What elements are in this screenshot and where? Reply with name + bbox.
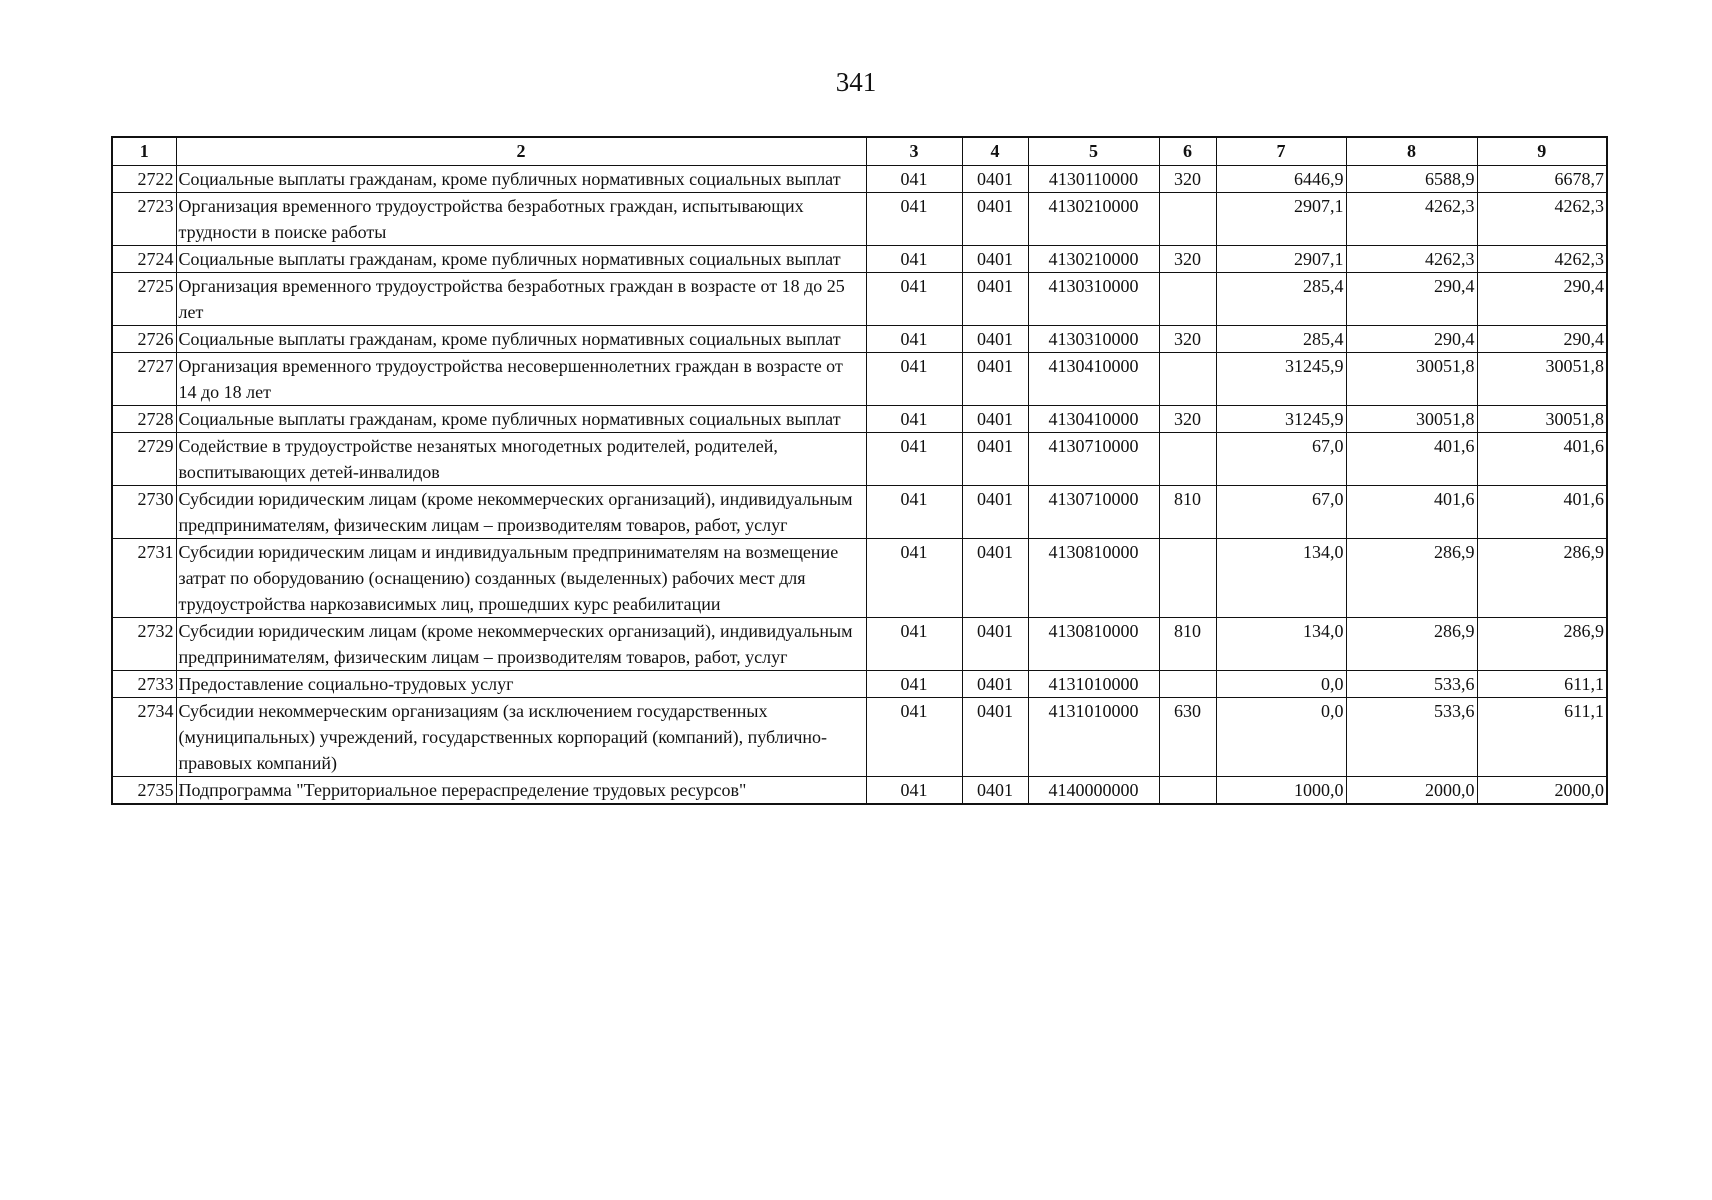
row-number-cell: 2734 — [112, 698, 176, 777]
ministry-code-cell: 041 — [866, 246, 962, 273]
item-name-cell: Субсидии некоммерческим организациям (за исключением государственных (муниципальных) учреждений, государственных корпораций (компаний), публично-правовых компаний) — [176, 698, 866, 777]
ministry-code-cell: 041 — [866, 193, 962, 246]
amount-cell-col7: 285,4 — [1216, 326, 1346, 353]
ministry-code-cell: 041 — [866, 353, 962, 406]
amount-cell-col7: 2907,1 — [1216, 193, 1346, 246]
section-code-cell: 0401 — [962, 193, 1028, 246]
expense-type-cell: 320 — [1159, 326, 1216, 353]
amount-cell-col7: 6446,9 — [1216, 166, 1346, 193]
item-name-cell: Субсидии юридическим лицам (кроме некоммерческих организаций), индивидуальным предпринимателям, физическим лицам – производителям товаров, работ, услуг — [176, 486, 866, 539]
item-name-cell: Субсидии юридическим лицам (кроме некоммерческих организаций), индивидуальным предпринимателям, физическим лицам – производителям товаров, работ, услуг — [176, 618, 866, 671]
amount-cell-col7: 31245,9 — [1216, 353, 1346, 406]
target-code-cell: 4130310000 — [1028, 273, 1159, 326]
header-row — [112, 137, 1607, 166]
section-code-cell: 0401 — [962, 166, 1028, 193]
target-code-cell: 4131010000 — [1028, 698, 1159, 777]
amount-cell-col9: 611,1 — [1477, 698, 1607, 777]
header-cell: 7 — [1216, 137, 1346, 166]
target-code-cell: 4130310000 — [1028, 326, 1159, 353]
section-code-cell: 0401 — [962, 433, 1028, 486]
section-code-cell: 0401 — [962, 698, 1028, 777]
header-cell: 2 — [176, 137, 866, 166]
amount-cell-col9: 4262,3 — [1477, 193, 1607, 246]
table-row — [112, 273, 1607, 326]
target-code-cell: 4130710000 — [1028, 433, 1159, 486]
ministry-code-cell: 041 — [866, 698, 962, 777]
expense-type-cell: 810 — [1159, 618, 1216, 671]
row-number-cell: 2735 — [112, 777, 176, 805]
row-number-cell: 2733 — [112, 671, 176, 698]
amount-cell-col8: 401,6 — [1346, 433, 1477, 486]
item-name-cell: Организация временного трудоустройства безработных граждан, испытывающих трудности в поиске работы — [176, 193, 866, 246]
amount-cell-col7: 0,0 — [1216, 698, 1346, 777]
item-name-cell: Содействие в трудоустройстве незанятых многодетных родителей, родителей, воспитывающих детей-инвалидов — [176, 433, 866, 486]
expense-type-cell — [1159, 273, 1216, 326]
page-number: 341 — [835, 67, 877, 97]
expense-type-cell: 320 — [1159, 406, 1216, 433]
amount-cell-col9: 401,6 — [1477, 433, 1607, 486]
amount-cell-col7: 134,0 — [1216, 539, 1346, 618]
expense-type-cell: 810 — [1159, 486, 1216, 539]
table-row — [112, 539, 1607, 618]
amount-cell-col8: 290,4 — [1346, 273, 1477, 326]
section-code-cell: 0401 — [962, 406, 1028, 433]
header-cell: 1 — [112, 137, 176, 166]
amount-cell-col9: 286,9 — [1477, 539, 1607, 618]
table-row — [112, 777, 1607, 805]
amount-cell-col8: 533,6 — [1346, 671, 1477, 698]
table-row — [112, 618, 1607, 671]
target-code-cell: 4130410000 — [1028, 353, 1159, 406]
target-code-cell: 4130810000 — [1028, 539, 1159, 618]
row-number-cell: 2729 — [112, 433, 176, 486]
section-code-cell: 0401 — [962, 353, 1028, 406]
ministry-code-cell: 041 — [866, 777, 962, 805]
amount-cell-col9: 290,4 — [1477, 273, 1607, 326]
amount-cell-col9: 6678,7 — [1477, 166, 1607, 193]
section-code-cell: 0401 — [962, 326, 1028, 353]
amount-cell-col8: 6588,9 — [1346, 166, 1477, 193]
target-code-cell: 4130210000 — [1028, 193, 1159, 246]
table-row — [112, 486, 1607, 539]
table-row — [112, 246, 1607, 273]
expense-type-cell — [1159, 353, 1216, 406]
table-row — [112, 433, 1607, 486]
target-code-cell: 4140000000 — [1028, 777, 1159, 805]
amount-cell-col8: 30051,8 — [1346, 406, 1477, 433]
ministry-code-cell: 041 — [866, 433, 962, 486]
section-code-cell: 0401 — [962, 486, 1028, 539]
item-name-cell: Подпрограмма "Территориальное перераспределение трудовых ресурсов" — [176, 777, 866, 805]
amount-cell-col9: 30051,8 — [1477, 353, 1607, 406]
row-number-cell: 2731 — [112, 539, 176, 618]
ministry-code-cell: 041 — [866, 166, 962, 193]
amount-cell-col7: 0,0 — [1216, 671, 1346, 698]
item-name-cell: Социальные выплаты гражданам, кроме публичных нормативных социальных выплат — [176, 246, 866, 273]
table-row — [112, 166, 1607, 193]
row-number-cell: 2726 — [112, 326, 176, 353]
header-cell: 9 — [1477, 137, 1607, 166]
expense-type-cell — [1159, 539, 1216, 618]
table-row — [112, 353, 1607, 406]
row-number-cell: 2723 — [112, 193, 176, 246]
item-name-cell: Субсидии юридическим лицам и индивидуальным предпринимателям на возмещение затрат по оборудованию (оснащению) созданных (выделенных) рабочих мест для трудоустройства наркозависимых лиц, прошедших курс реабилитации — [176, 539, 866, 618]
row-number-cell: 2730 — [112, 486, 176, 539]
amount-cell-col8: 4262,3 — [1346, 246, 1477, 273]
amount-cell-col7: 2907,1 — [1216, 246, 1346, 273]
ministry-code-cell: 041 — [866, 326, 962, 353]
table-row — [112, 406, 1607, 433]
ministry-code-cell: 041 — [866, 539, 962, 618]
section-code-cell: 0401 — [962, 671, 1028, 698]
item-name-cell: Предоставление социально-трудовых услуг — [176, 671, 866, 698]
item-name-cell: Организация временного трудоустройства безработных граждан в возрасте от 18 до 25 лет — [176, 273, 866, 326]
amount-cell-col8: 4262,3 — [1346, 193, 1477, 246]
target-code-cell: 4130210000 — [1028, 246, 1159, 273]
table-body — [112, 166, 1607, 805]
section-code-cell: 0401 — [962, 539, 1028, 618]
amount-cell-col8: 533,6 — [1346, 698, 1477, 777]
target-code-cell: 4130410000 — [1028, 406, 1159, 433]
table-row — [112, 326, 1607, 353]
table-row — [112, 193, 1607, 246]
ministry-code-cell: 041 — [866, 273, 962, 326]
expense-type-cell — [1159, 777, 1216, 805]
amount-cell-col7: 67,0 — [1216, 486, 1346, 539]
amount-cell-col8: 286,9 — [1346, 539, 1477, 618]
amount-cell-col7: 134,0 — [1216, 618, 1346, 671]
item-name-cell: Организация временного трудоустройства несовершеннолетних граждан в возрасте от 14 до 18 лет — [176, 353, 866, 406]
amount-cell-col7: 67,0 — [1216, 433, 1346, 486]
row-number-cell: 2727 — [112, 353, 176, 406]
amount-cell-col8: 30051,8 — [1346, 353, 1477, 406]
amount-cell-col9: 4262,3 — [1477, 246, 1607, 273]
header-cell: 4 — [962, 137, 1028, 166]
ministry-code-cell: 041 — [866, 618, 962, 671]
amount-cell-col7: 31245,9 — [1216, 406, 1346, 433]
amount-cell-col8: 290,4 — [1346, 326, 1477, 353]
amount-cell-col9: 401,6 — [1477, 486, 1607, 539]
amount-cell-col9: 2000,0 — [1477, 777, 1607, 805]
table-row — [112, 698, 1607, 777]
table-row — [112, 671, 1607, 698]
amount-cell-col9: 611,1 — [1477, 671, 1607, 698]
row-number-cell: 2725 — [112, 273, 176, 326]
target-code-cell: 4130110000 — [1028, 166, 1159, 193]
expense-type-cell — [1159, 671, 1216, 698]
amount-cell-col8: 401,6 — [1346, 486, 1477, 539]
budget-table — [111, 136, 1608, 805]
header-cell: 8 — [1346, 137, 1477, 166]
section-code-cell: 0401 — [962, 618, 1028, 671]
expense-type-cell — [1159, 433, 1216, 486]
amount-cell-col7: 285,4 — [1216, 273, 1346, 326]
item-name-cell: Социальные выплаты гражданам, кроме публичных нормативных социальных выплат — [176, 406, 866, 433]
expense-type-cell: 320 — [1159, 166, 1216, 193]
amount-cell-col8: 2000,0 — [1346, 777, 1477, 805]
expense-type-cell — [1159, 193, 1216, 246]
row-number-cell: 2724 — [112, 246, 176, 273]
target-code-cell: 4130810000 — [1028, 618, 1159, 671]
section-code-cell: 0401 — [962, 246, 1028, 273]
row-number-cell: 2732 — [112, 618, 176, 671]
amount-cell-col9: 290,4 — [1477, 326, 1607, 353]
header-cell: 5 — [1028, 137, 1159, 166]
expense-type-cell: 320 — [1159, 246, 1216, 273]
header-cell: 3 — [866, 137, 962, 166]
section-code-cell: 0401 — [962, 273, 1028, 326]
row-number-cell: 2728 — [112, 406, 176, 433]
ministry-code-cell: 041 — [866, 406, 962, 433]
item-name-cell: Социальные выплаты гражданам, кроме публичных нормативных социальных выплат — [176, 166, 866, 193]
amount-cell-col9: 286,9 — [1477, 618, 1607, 671]
item-name-cell: Социальные выплаты гражданам, кроме публичных нормативных социальных выплат — [176, 326, 866, 353]
target-code-cell: 4131010000 — [1028, 671, 1159, 698]
amount-cell-col8: 286,9 — [1346, 618, 1477, 671]
amount-cell-col7: 1000,0 — [1216, 777, 1346, 805]
ministry-code-cell: 041 — [866, 671, 962, 698]
section-code-cell: 0401 — [962, 777, 1028, 805]
target-code-cell: 4130710000 — [1028, 486, 1159, 539]
row-number-cell: 2722 — [112, 166, 176, 193]
ministry-code-cell: 041 — [866, 486, 962, 539]
expense-type-cell: 630 — [1159, 698, 1216, 777]
header-cell: 6 — [1159, 137, 1216, 166]
amount-cell-col9: 30051,8 — [1477, 406, 1607, 433]
